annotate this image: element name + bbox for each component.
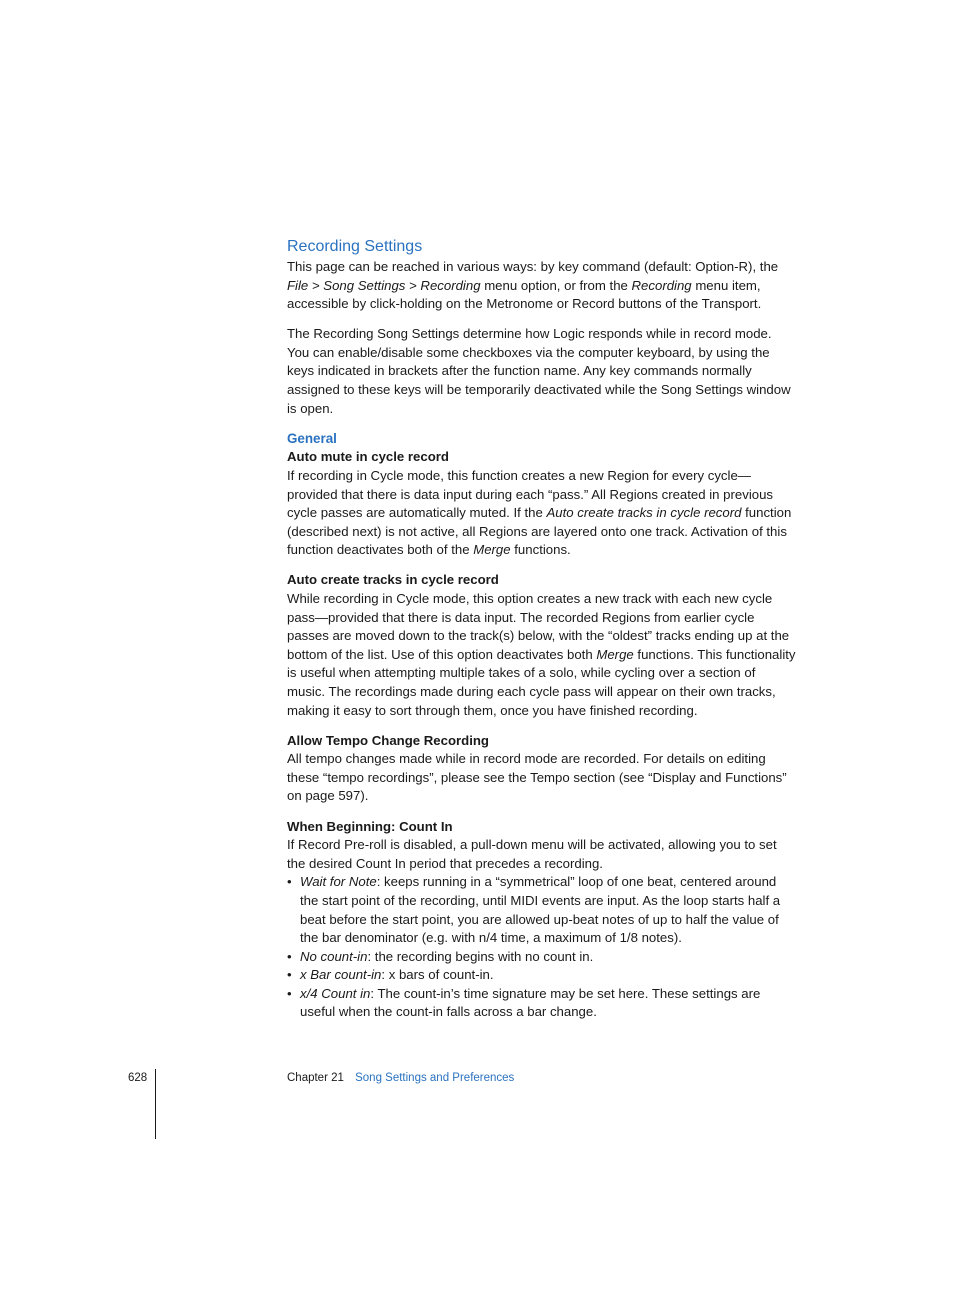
auto-mute-heading: Auto mute in cycle record [287, 449, 449, 465]
option-term: Wait for Note [300, 874, 377, 890]
body-text: While recording in Cycle mode, this option creates a new track with each new cycle pass—provided that there is data input. The recorded Regions from earlier cycle passes are moved down to the track(s) below, with the “oldest” tracks ending up at the bottom of the list. Use of this option deactivates both [287, 591, 790, 662]
intro-paragraph-1 [287, 258, 797, 314]
function-name: Merge [473, 542, 511, 558]
bullet-icon: • [287, 967, 292, 983]
menu-path: File > Song Settings > Recording [287, 277, 481, 293]
option-description: : x bars of count-in. [381, 967, 494, 983]
footer-divider [155, 1069, 156, 1139]
page-content [287, 236, 797, 1022]
page-number: 628 [128, 1072, 148, 1084]
list-item [287, 966, 797, 985]
intro-text: menu item, accessible by click-holding on the Metronome or Record buttons of the Transport. [287, 277, 762, 312]
general-heading: General [287, 430, 337, 446]
intro-text: menu option, or from the [480, 277, 632, 293]
list-item [287, 873, 797, 947]
bullet-icon: • [287, 874, 292, 890]
tempo-change-heading: Allow Tempo Change Recording [287, 732, 489, 748]
bullet-icon: • [287, 985, 292, 1001]
auto-create-heading: Auto create tracks in cycle record [287, 572, 499, 588]
body-text: If recording in Cycle mode, this function creates a new Region for every cycle—provided that there is data input during each “pass.” All Regions created in previous cycle passes are automatically muted. If the [287, 467, 774, 521]
intro-text: This page can be reached in various ways: by key command (default: Option-R), the [287, 259, 779, 274]
option-description: : the recording begins with no count in. [367, 948, 594, 964]
bullet-icon: • [287, 948, 292, 964]
tempo-change-body: All tempo changes made while in record mode are recorded. For details on editing these “tempo recordings”, please see the Tempo section (see “Display and Functions” on page 597). [287, 751, 787, 804]
auto-create-body [287, 590, 797, 720]
option-description: : keeps running in a “symmetrical” loop of one beat, centered around the start point of the recording, until MIDI events are input. As the loop starts half a beat before the start point, you are allowed up-beat notes of up to half the value of the bar denominator (e.g. with n/4 time, a maximum of 1/8 notes). [300, 874, 781, 946]
footer-chapter [287, 1070, 514, 1086]
function-name: Auto create tracks in cycle record [546, 505, 742, 521]
option-term: No count-in [300, 948, 368, 964]
body-text: functions. This functionality is useful when attempting multiple takes of a solo, while cycling over a section of music. The recordings made during each cycle pass will appear on their own tracks, making it easy to sort through them, once you have finished recording. [287, 646, 796, 718]
option-description: : The count-in’s time signature may be set here. These settings are useful when the count-in falls across a bar change. [300, 985, 761, 1020]
chapter-label: Chapter 21 [287, 1072, 344, 1084]
chapter-title-link[interactable]: Song Settings and Preferences [355, 1072, 515, 1084]
auto-mute-body [287, 467, 797, 560]
function-name: Merge [596, 646, 634, 662]
section-title: Recording Settings [287, 238, 423, 255]
intro-paragraph-2: The Recording Song Settings determine how Logic responds while in record mode. You can enable/disable some checkboxes via the computer keyboard, by using the keys indicated in brackets after the function name. Any key commands normally assigned to these keys will be temporarily deactivated while the Song Settings window is open. [287, 326, 791, 416]
body-text: functions. [510, 542, 571, 558]
option-term: x/4 Count in [300, 985, 371, 1001]
body-text: function (described next) is not active, all Regions are layered onto one track. Activation of this function deactivates both of the [287, 505, 792, 558]
count-in-options-list [287, 873, 797, 1022]
count-in-heading: When Beginning: Count In [287, 818, 453, 834]
count-in-body: If Record Pre-roll is disabled, a pull-down menu will be activated, allowing you to set the desired Count In period that precedes a recording. [287, 837, 777, 871]
list-item [287, 985, 797, 1022]
menu-item-name: Recording [631, 277, 692, 293]
list-item [287, 948, 797, 967]
option-term: x Bar count-in [300, 967, 382, 983]
